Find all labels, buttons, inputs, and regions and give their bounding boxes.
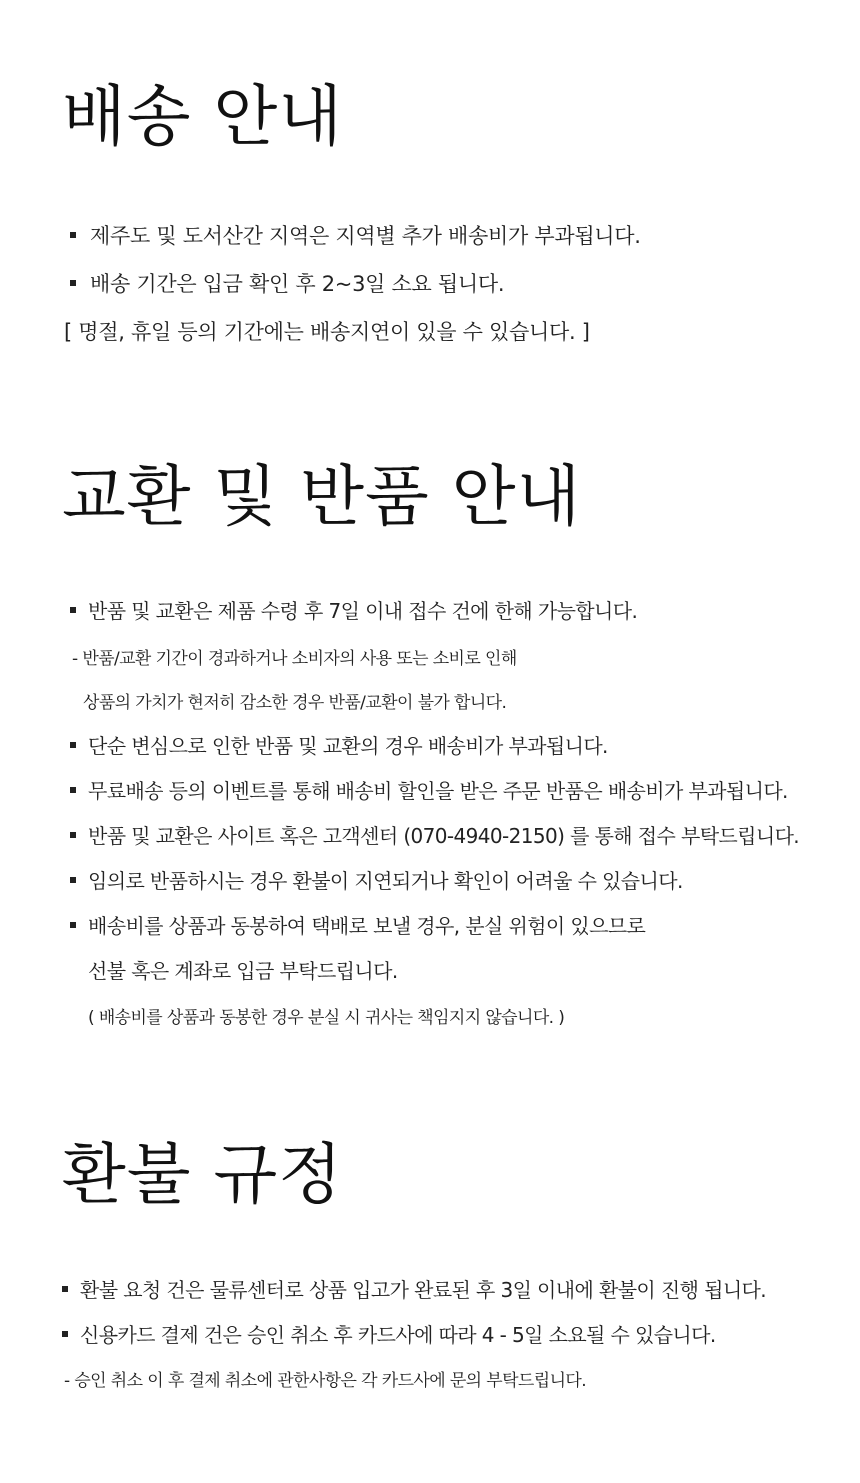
refund-title: 환불 규정 (62, 1136, 344, 1213)
exchange-item-7days-sub2: 상품의 가치가 현저히 감소한 경우 반품/교환이 불가 합니다. (83, 693, 507, 713)
shipping-holiday-note: [ 명절, 휴일 등의 기간에는 배송지연이 있을 수 있습니다. ] (64, 320, 590, 344)
exchange-item-enclosed-fee: 배송비를 상품과 동봉하여 택배로 보낼 경우, 분실 위험이 있으므로 (70, 910, 645, 939)
exchange-item-simple-change: 단순 변심으로 인한 반품 및 교환의 경우 배송비가 부과됩니다. (70, 730, 608, 759)
refund-item-processing: 환불 요청 건은 물류센터로 상품 입고가 완료된 후 3일 이내에 환불이 진행 됩니다. (62, 1274, 766, 1303)
shipping-item-period: 배송 기간은 입금 확인 후 2~3일 소요 됩니다. (70, 268, 504, 298)
exchange-item-enclosed-fee-note: ( 배송비를 상품과 동봉한 경우 분실 시 귀사는 책임지지 않습니다. ) (88, 1008, 565, 1028)
refund-item-credit-card: 신용카드 결제 건은 승인 취소 후 카드사에 따라 4 - 5일 소요될 수 있습니다. (62, 1319, 716, 1348)
exchange-item-free-shipping: 무료배송 등의 이벤트를 통해 배송비 할인을 받은 주문 반품은 배송비가 부과됩니다. (70, 775, 788, 804)
exchange-title: 교환 및 반품 안내 (62, 458, 582, 535)
shipping-item-jeju: 제주도 및 도서산간 지역은 지역별 추가 배송비가 부과됩니다. (70, 220, 641, 250)
exchange-item-arbitrary-return: 임의로 반품하시는 경우 환불이 지연되거나 확인이 어려울 수 있습니다. (70, 865, 683, 894)
exchange-item-7days: 반품 및 교환은 제품 수령 후 7일 이내 접수 건에 한해 가능합니다. (70, 595, 637, 624)
exchange-item-7days-sub1: - 반품/교환 기간이 경과하거나 소비자의 사용 또는 소비로 인해 (72, 649, 517, 669)
refund-item-credit-card-sub: - 승인 취소 이 후 결제 취소에 관한사항은 각 카드사에 문의 부탁드립니다. (64, 1371, 587, 1391)
exchange-item-enclosed-fee-cont: 선불 혹은 계좌로 입금 부탁드립니다. (88, 959, 398, 983)
exchange-item-contact: 반품 및 교환은 사이트 혹은 고객센터 (070-4940-2150) 를 통해 접수 부탁드립니다. (70, 820, 799, 849)
shipping-title: 배송 안내 (62, 78, 344, 155)
